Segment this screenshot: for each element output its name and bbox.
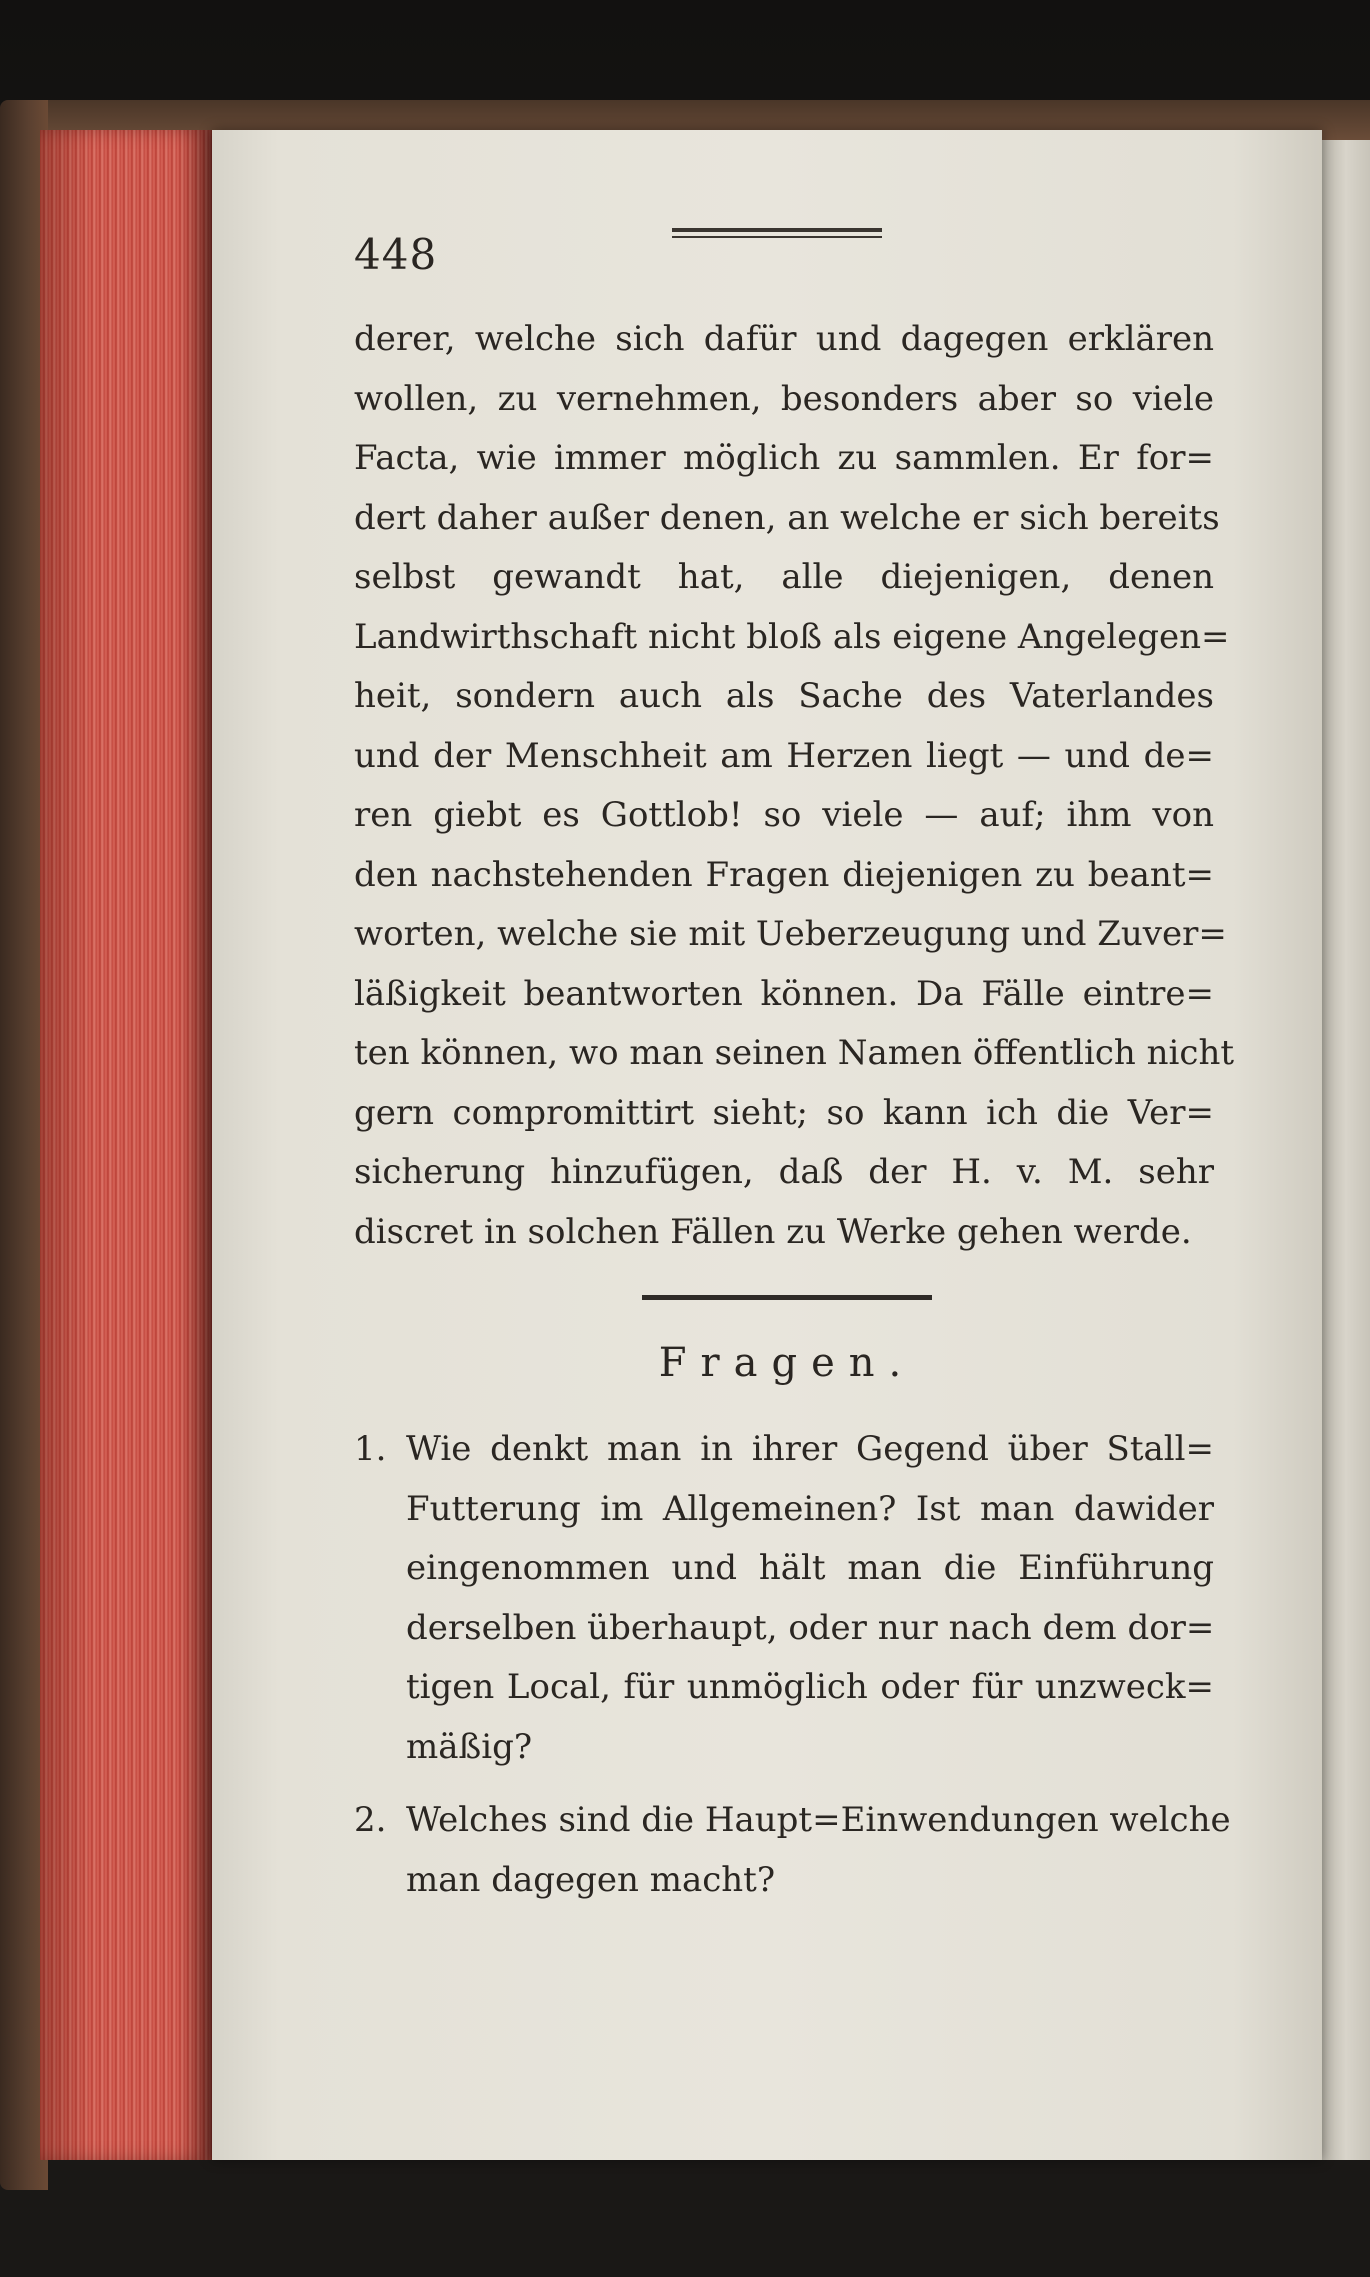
question-number: 2. — [354, 1800, 387, 1840]
question-number: 1. — [354, 1429, 387, 1469]
body-paragraph — [354, 310, 1235, 1262]
section-divider — [642, 1295, 932, 1300]
body-line: worten, welche sie mit Ueberzeugung und Zuver= — [354, 914, 1227, 954]
body-line: gern compromittirt sieht; so kann ich die Ver= — [354, 1092, 1214, 1133]
question-text — [406, 1791, 1231, 1910]
body-line: sicherung hinzufügen, daß der H. v. M. sehr — [354, 1152, 1214, 1192]
body-line: heit, sondern auch als Sache des Vaterlandes — [354, 676, 1214, 716]
question-line: eingenommen und hält man die Einführung — [406, 1548, 1214, 1588]
header-double-rule — [672, 228, 882, 242]
body-line: wollen, zu vernehmen, besonders aber so viele — [354, 378, 1214, 419]
question-line: man dagegen macht? — [406, 1859, 776, 1900]
page-number: 448 — [354, 230, 438, 279]
question-item — [354, 1791, 1231, 1910]
section-title: Fragen. — [658, 1340, 916, 1386]
question-line: tigen Local, für unmöglich oder für unzweck= — [406, 1667, 1214, 1707]
body-line: ren giebt es Gottlob! so viele — auf; ihm von — [354, 795, 1214, 835]
body-line: derer, welche sich dafür und dagegen erklären — [354, 319, 1214, 359]
question-line: Welches sind die Haupt=Einwendungen welche — [406, 1800, 1231, 1840]
red-page-edges — [40, 130, 212, 2160]
body-line: discret in solchen Fällen zu Werke gehen werde. — [354, 1211, 1192, 1252]
body-line: läßigkeit beantworten können. Da Fälle eintre= — [354, 973, 1214, 1014]
header-rule-thin — [672, 236, 882, 238]
body-line: Facta, wie immer möglich zu sammlen. Er for= — [354, 438, 1214, 478]
body-line: ten können, wo man seinen Namen öffentlich nicht — [354, 1033, 1235, 1073]
body-line: und der Menschheit am Herzen liegt — und de= — [354, 735, 1214, 776]
body-line: Landwirthschaft nicht bloß als eigene Angelegen= — [354, 616, 1230, 657]
question-line: mäßig? — [406, 1726, 533, 1767]
question-item — [354, 1420, 1214, 1777]
question-line: Futterung im Allgemeinen? Ist man dawider — [406, 1488, 1214, 1529]
body-line: selbst gewandt hat, alle diejenigen, denen — [354, 557, 1214, 597]
facing-page-edge — [1322, 140, 1370, 2160]
question-line: Wie denkt man in ihrer Gegend über Stall= — [406, 1429, 1214, 1469]
question-text — [406, 1420, 1214, 1777]
book-page — [212, 130, 1322, 2160]
body-line: den nachstehenden Fragen diejenigen zu beant= — [354, 854, 1214, 895]
questions-list — [354, 1420, 1231, 1924]
header-rule-thick — [672, 228, 882, 232]
body-line: dert daher außer denen, an welche er sich bereits — [354, 497, 1220, 538]
question-line: derselben überhaupt, oder nur nach dem dor= — [406, 1607, 1215, 1648]
